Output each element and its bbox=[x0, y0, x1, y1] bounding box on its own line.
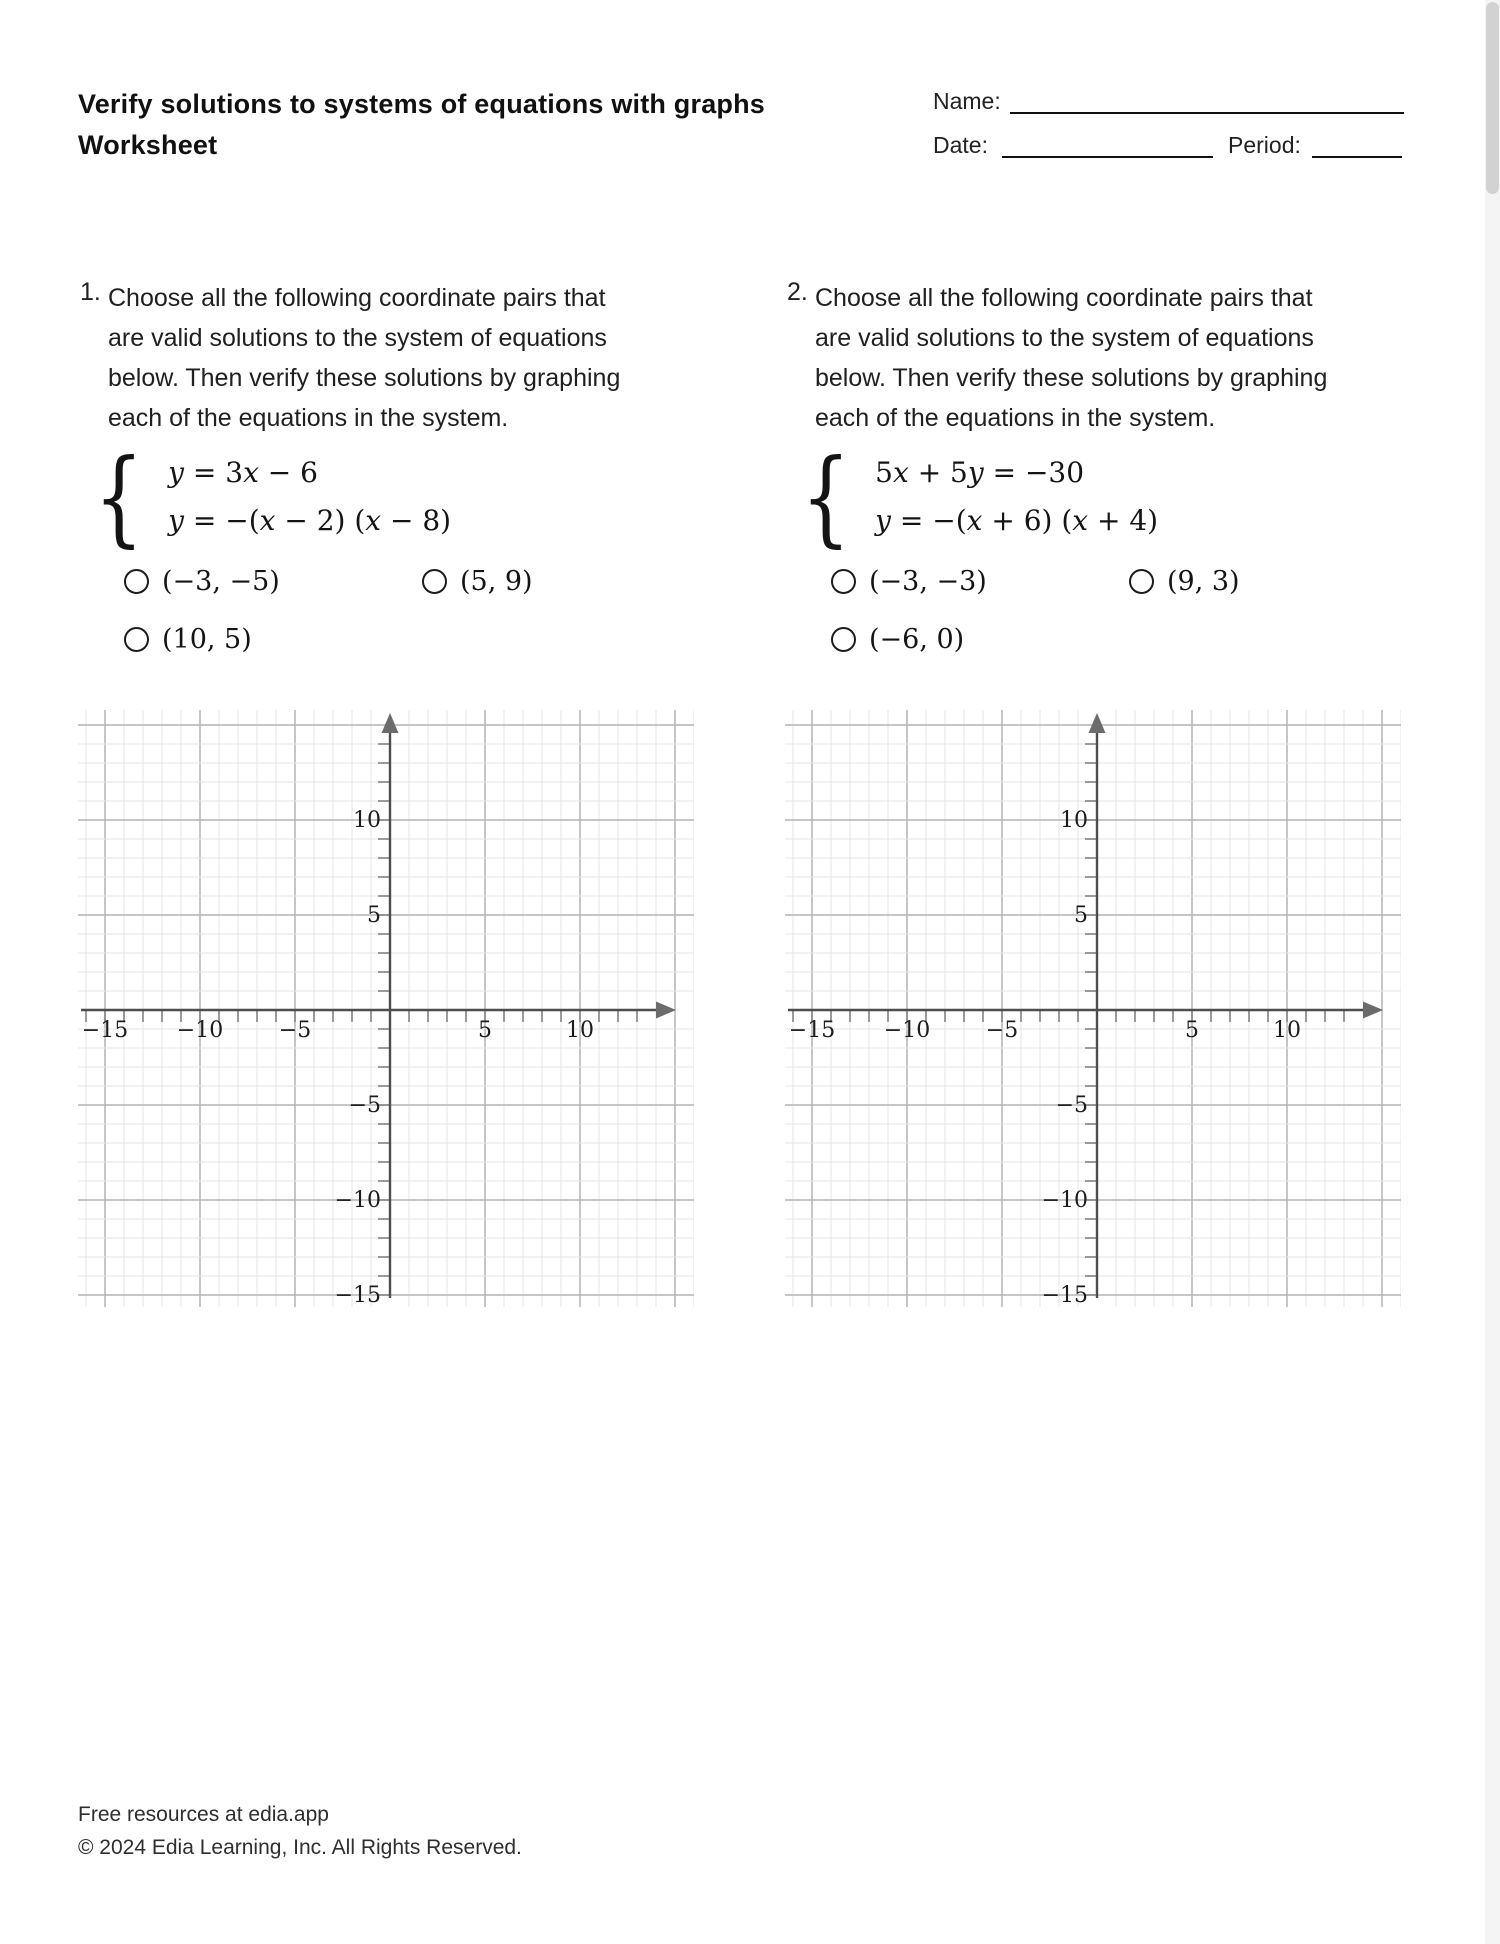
answer-option bbox=[831, 624, 1129, 655]
problem-number: 2. bbox=[787, 278, 808, 306]
svg-text:−15: −15 bbox=[788, 1018, 836, 1043]
equation-system bbox=[801, 436, 1159, 558]
prompt-line: Choose all the following coordinate pairs that bbox=[108, 284, 606, 312]
answer-option bbox=[1129, 566, 1391, 597]
svg-text:10: 10 bbox=[1273, 1018, 1301, 1043]
prompt-line: below. Then verify these solutions by graphing bbox=[815, 364, 1328, 392]
option-radio[interactable] bbox=[1129, 569, 1154, 594]
name-field-line bbox=[1010, 112, 1404, 114]
option-radio[interactable] bbox=[124, 627, 149, 652]
answer-option bbox=[124, 624, 422, 655]
footer-copyright: © 2024 Edia Learning, Inc. All Rights Reserved. bbox=[78, 1836, 522, 1859]
system-brace: { bbox=[801, 436, 851, 558]
problem-prompt bbox=[815, 278, 1395, 438]
option-radio[interactable] bbox=[831, 569, 856, 594]
scrollbar-thumb[interactable] bbox=[1486, 2, 1499, 194]
equation-system bbox=[94, 436, 452, 558]
svg-text:5: 5 bbox=[367, 903, 381, 928]
option-label: (5, 9) bbox=[460, 566, 533, 597]
svg-text:10: 10 bbox=[353, 808, 381, 833]
page-title-line1: Verify solutions to systems of equations with graphs bbox=[78, 89, 766, 119]
page-footer bbox=[78, 1798, 522, 1864]
system-brace: { bbox=[94, 436, 144, 558]
svg-text:5: 5 bbox=[1074, 903, 1088, 928]
svg-text:5: 5 bbox=[478, 1018, 492, 1043]
option-label: (−3, −5) bbox=[162, 566, 280, 597]
option-radio[interactable] bbox=[831, 627, 856, 652]
svg-text:5: 5 bbox=[1185, 1018, 1199, 1043]
equation-1: 5x + 5y = −30 bbox=[875, 456, 1085, 489]
name-label: Name: bbox=[933, 88, 1001, 114]
prompt-line: below. Then verify these solutions by graphing bbox=[108, 364, 621, 392]
date-label: Date: bbox=[933, 132, 988, 158]
svg-text:−5: −5 bbox=[348, 1093, 381, 1118]
svg-text:−15: −15 bbox=[81, 1018, 129, 1043]
footer-resources: Free resources at edia.app bbox=[78, 1803, 329, 1826]
option-radio[interactable] bbox=[124, 569, 149, 594]
option-label: (−3, −3) bbox=[869, 566, 987, 597]
equation-2: y = −(x − 2) (x − 8) bbox=[168, 504, 452, 537]
prompt-line: are valid solutions to the system of equations bbox=[815, 324, 1314, 352]
svg-text:−10: −10 bbox=[334, 1188, 381, 1213]
coordinate-grid bbox=[785, 710, 1401, 1307]
problem-2 bbox=[785, 278, 1407, 1308]
equation-1: y = 3x − 6 bbox=[168, 456, 318, 489]
answer-options bbox=[831, 566, 1391, 655]
scrollbar-track[interactable] bbox=[1485, 0, 1500, 1944]
prompt-line: each of the equations in the system. bbox=[815, 404, 1216, 432]
svg-text:−15: −15 bbox=[334, 1283, 381, 1307]
problem-number: 1. bbox=[80, 278, 101, 306]
svg-text:10: 10 bbox=[566, 1018, 594, 1043]
period-field-line bbox=[1312, 156, 1402, 158]
option-label: (−6, 0) bbox=[869, 624, 965, 655]
problem-prompt bbox=[108, 278, 688, 438]
option-label: (10, 5) bbox=[162, 624, 252, 655]
page-title-line2: Worksheet bbox=[78, 130, 218, 160]
svg-text:−5: −5 bbox=[1055, 1093, 1088, 1118]
option-radio[interactable] bbox=[422, 569, 447, 594]
page-title bbox=[78, 84, 765, 166]
svg-text:−10: −10 bbox=[1041, 1188, 1088, 1213]
answer-option bbox=[422, 566, 684, 597]
answer-option bbox=[831, 566, 1129, 597]
svg-text:−10: −10 bbox=[176, 1018, 224, 1043]
option-label: (9, 3) bbox=[1167, 566, 1240, 597]
period-label: Period: bbox=[1228, 132, 1301, 158]
svg-text:−5: −5 bbox=[985, 1018, 1019, 1043]
date-field-line bbox=[1002, 156, 1213, 158]
answer-options bbox=[124, 566, 684, 655]
problem-1 bbox=[78, 278, 700, 1308]
prompt-line: each of the equations in the system. bbox=[108, 404, 509, 432]
svg-text:10: 10 bbox=[1060, 808, 1088, 833]
coordinate-grid bbox=[78, 710, 694, 1307]
prompt-line: Choose all the following coordinate pairs that bbox=[815, 284, 1313, 312]
svg-text:−5: −5 bbox=[278, 1018, 312, 1043]
answer-option bbox=[124, 566, 422, 597]
svg-text:−10: −10 bbox=[883, 1018, 931, 1043]
svg-text:−15: −15 bbox=[1041, 1283, 1088, 1307]
equation-2: y = −(x + 6) (x + 4) bbox=[875, 504, 1159, 537]
prompt-line: are valid solutions to the system of equations bbox=[108, 324, 607, 352]
